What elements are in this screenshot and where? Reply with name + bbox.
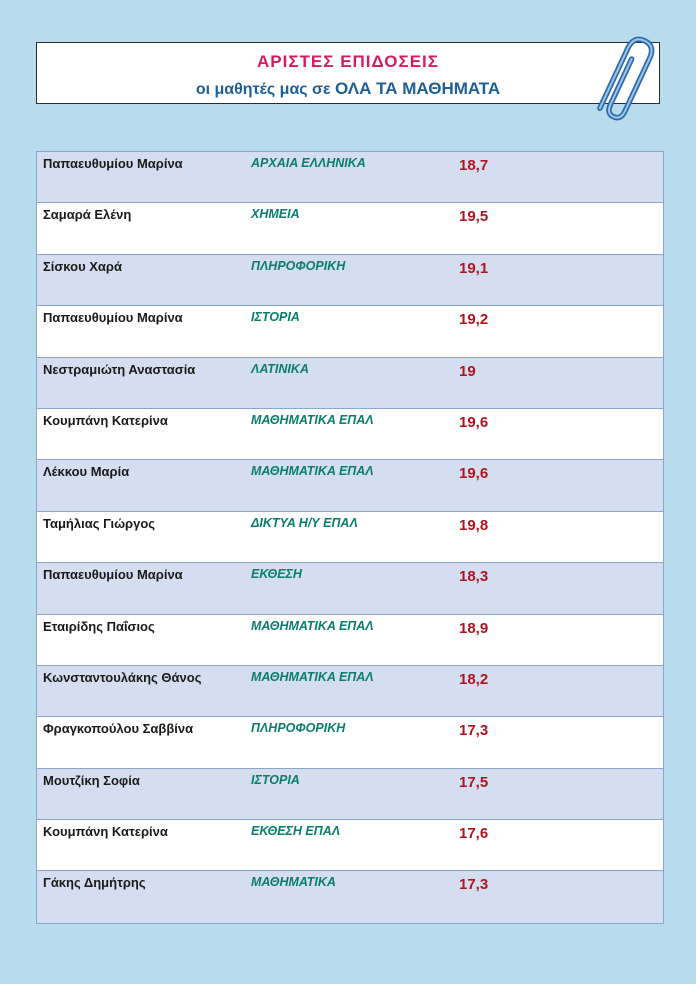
student-name: Σίσκου Χαρά — [43, 258, 122, 274]
student-name: Λέκκου Μαρία — [43, 464, 130, 480]
student-name: Κουμπάνη Κατερίνα — [43, 412, 168, 428]
table-row — [37, 306, 663, 357]
score-value: 18,2 — [459, 670, 489, 688]
score-value: 17,5 — [459, 773, 489, 791]
score-value: 17,3 — [459, 876, 489, 894]
subject-name: ΜΑΘΗΜΑΤΙΚΑ ΕΠΑΛ — [251, 669, 374, 684]
subject-name: ΜΑΘΗΜΑΤΙΚΑ ΕΠΑΛ — [251, 412, 374, 427]
student-name: Παπαευθυμίου Μαρίνα — [43, 310, 183, 326]
student-name: Σαμαρά Ελένη — [43, 207, 132, 223]
score-value: 19,6 — [459, 465, 489, 483]
header-box — [36, 42, 660, 104]
subject-name: ΠΛΗΡΟΦΟΡΙΚΗ — [251, 721, 346, 736]
score-value: 19,8 — [459, 516, 489, 534]
student-name: Φραγκοπούλου Σαββίνα — [43, 721, 194, 737]
score-value: 19,6 — [459, 413, 489, 431]
subject-name: ΜΑΘΗΜΑΤΙΚΑ ΕΠΑΛ — [251, 464, 374, 479]
subtitle-emphasis: ΟΛΑ ΤΑ ΜΑΘΗΜΑΤΑ — [335, 79, 501, 98]
score-value: 19,5 — [459, 208, 489, 226]
student-name: Μουτζίκη Σοφία — [43, 772, 140, 788]
score-value: 17,3 — [459, 722, 489, 740]
table-row — [37, 820, 663, 871]
subject-name: ΔΙΚΤΥΑ Η/Υ ΕΠΑΛ — [251, 515, 358, 530]
score-value: 18,7 — [459, 157, 489, 174]
subject-name: ΧΗΜΕΙΑ — [251, 207, 300, 222]
subject-name: ΠΛΗΡΟΦΟΡΙΚΗ — [251, 258, 346, 273]
student-name: Παπαευθυμίου Μαρίνα — [43, 156, 183, 171]
table-row — [37, 409, 663, 460]
student-name: Νεστραμιώτη Αναστασία — [43, 361, 196, 377]
score-value: 18,9 — [459, 619, 489, 637]
subject-name: ΑΡΧΑΙΑ ΕΛΛΗΝΙΚΑ — [251, 156, 366, 170]
table-row — [37, 871, 663, 922]
table-row — [37, 666, 663, 717]
student-name: Γάκης Δημήτρης — [43, 875, 146, 891]
table-row — [37, 563, 663, 614]
score-value: 19 — [459, 362, 476, 380]
scores-table — [36, 151, 664, 924]
table-row — [37, 358, 663, 409]
subject-name: ΙΣΤΟΡΙΑ — [251, 310, 300, 325]
score-value: 18,3 — [459, 568, 489, 586]
page-subtitle — [37, 79, 659, 99]
table-row — [37, 769, 663, 820]
subject-name: ΛΑΤΙΝΙΚΑ — [251, 361, 309, 376]
subject-name: ΜΑΘΗΜΑΤΙΚΑ — [251, 875, 336, 890]
page-title: ΑΡΙΣΤΕΣ ΕΠΙΔΟΣΕΙΣ — [257, 52, 439, 71]
paperclip-icon — [590, 28, 660, 128]
table-row — [37, 460, 663, 511]
table-row — [37, 717, 663, 768]
student-name: Κωνσταντουλάκης Θάνος — [43, 669, 202, 685]
table-row — [37, 615, 663, 666]
subject-name: ΙΣΤΟΡΙΑ — [251, 772, 300, 787]
table-row — [37, 512, 663, 563]
table-row — [37, 203, 663, 254]
score-value: 19,2 — [459, 311, 489, 329]
subject-name: ΕΚΘΕΣΗ — [251, 567, 302, 582]
table-row — [37, 152, 663, 203]
score-value: 17,6 — [459, 825, 489, 843]
subject-name: ΕΚΘΕΣΗ ΕΠΑΛ — [251, 824, 341, 839]
table-row — [37, 255, 663, 306]
score-value: 19,1 — [459, 259, 489, 277]
student-name: Εταιρίδης Παΐσιος — [43, 618, 155, 634]
subject-name: ΜΑΘΗΜΑΤΙΚΑ ΕΠΑΛ — [251, 618, 374, 633]
student-name: Παπαευθυμίου Μαρίνα — [43, 567, 183, 583]
student-name: Ταμήλιας Γιώργος — [43, 515, 156, 531]
subtitle-prefix: οι μαθητές μας σε — [195, 81, 331, 98]
student-name: Κουμπάνη Κατερίνα — [43, 824, 168, 840]
